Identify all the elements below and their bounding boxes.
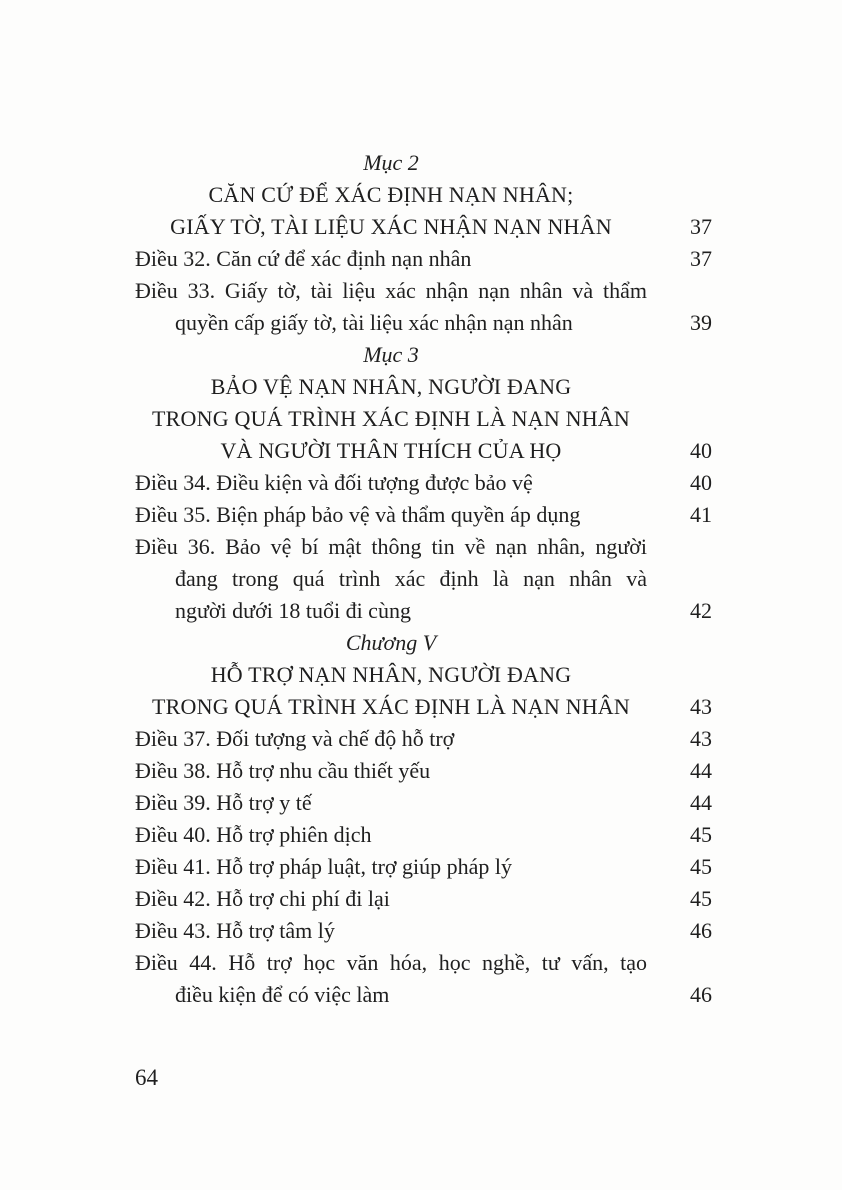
- toc-row-text: GIẤY TỜ, TÀI LIỆU XÁC NHẬN NẠN NHÂN: [170, 214, 612, 239]
- toc-row-text: VÀ NGƯỜI THÂN THÍCH CỦA HỌ: [220, 438, 562, 463]
- toc-row-page-number: 46: [690, 982, 712, 1007]
- toc-row: [135, 787, 712, 819]
- table-of-contents: [135, 147, 712, 1011]
- toc-row-page-number: 45: [690, 854, 712, 879]
- toc-row: [135, 435, 712, 467]
- toc-row-text: Điều 33. Giấy tờ, tài liệu xác nhận nạn nhân và thẩm: [135, 278, 647, 303]
- toc-row-text: điều kiện để có việc làm: [175, 982, 390, 1007]
- toc-row-page-number: 43: [690, 726, 712, 751]
- toc-row-page-number: 37: [690, 214, 712, 239]
- toc-row-text: Điều 36. Bảo vệ bí mật thông tin về nạn nhân, người: [135, 534, 647, 559]
- toc-row: [135, 851, 712, 883]
- toc-row-text: Mục 3: [363, 342, 419, 367]
- toc-row: [135, 627, 712, 659]
- toc-row-page-number: 40: [690, 438, 712, 463]
- toc-row: [135, 531, 712, 563]
- footer-page-number: 64: [135, 1065, 158, 1090]
- toc-row-text: Điều 41. Hỗ trợ pháp luật, trợ giúp pháp lý: [135, 854, 513, 879]
- toc-row: [135, 723, 712, 755]
- toc-row: [135, 915, 712, 947]
- toc-row-page-number: 44: [690, 758, 712, 783]
- toc-row: [135, 211, 712, 243]
- toc-row: [135, 371, 712, 403]
- toc-row: [135, 339, 712, 371]
- toc-row-page-number: 44: [690, 790, 712, 815]
- toc-row-text: Chương V: [345, 630, 437, 655]
- toc-row-text: Điều 34. Điều kiện và đối tượng được bảo vệ: [135, 470, 533, 495]
- toc-row-page-number: 45: [690, 822, 712, 847]
- toc-row-text: đang trong quá trình xác định là nạn nhân và: [175, 566, 647, 591]
- toc-row-page-number: 40: [690, 470, 712, 495]
- toc-row: [135, 499, 712, 531]
- toc-row-text: TRONG QUÁ TRÌNH XÁC ĐỊNH LÀ NẠN NHÂN: [152, 694, 630, 719]
- toc-row-text: Điều 39. Hỗ trợ y tế: [135, 790, 312, 815]
- toc-row: [135, 243, 712, 275]
- toc-row-page-number: 39: [690, 310, 712, 335]
- toc-row-text: Mục 2: [363, 150, 419, 175]
- toc-row-text: Điều 40. Hỗ trợ phiên dịch: [135, 822, 372, 847]
- toc-row-text: Điều 44. Hỗ trợ học văn hóa, học nghề, tư vấn, tạo: [135, 950, 647, 975]
- toc-row: [135, 659, 712, 691]
- toc-row: [135, 403, 712, 435]
- toc-row: [135, 147, 712, 179]
- toc-row-text: CĂN CỨ ĐỂ XÁC ĐỊNH NẠN NHÂN;: [208, 182, 574, 207]
- toc-row: [135, 275, 712, 307]
- toc-row-text: người dưới 18 tuổi đi cùng: [175, 598, 411, 623]
- toc-row-text: TRONG QUÁ TRÌNH XÁC ĐỊNH LÀ NẠN NHÂN: [152, 406, 630, 431]
- toc-row: [135, 755, 712, 787]
- toc-row-page-number: 45: [690, 886, 712, 911]
- toc-row: [135, 819, 712, 851]
- toc-row-page-number: 46: [690, 918, 712, 943]
- toc-row-text: Điều 32. Căn cứ để xác định nạn nhân: [135, 246, 472, 271]
- toc-row-text: BẢO VỆ NẠN NHÂN, NGƯỜI ĐANG: [210, 374, 572, 399]
- toc-row-page-number: 42: [690, 598, 712, 623]
- toc-row-text: quyền cấp giấy tờ, tài liệu xác nhận nạn nhân: [175, 310, 573, 335]
- toc-row: [135, 563, 712, 595]
- toc-row-text: Điều 38. Hỗ trợ nhu cầu thiết yếu: [135, 758, 431, 783]
- toc-row: [135, 883, 712, 915]
- toc-row-page-number: 41: [690, 502, 712, 527]
- toc-row-text: Điều 35. Biện pháp bảo vệ và thẩm quyền áp dụng: [135, 502, 581, 527]
- toc-row-page-number: 43: [690, 694, 712, 719]
- toc-row-page-number: 37: [690, 246, 712, 271]
- toc-row: [135, 691, 712, 723]
- toc-row: [135, 467, 712, 499]
- toc-row-text: Điều 43. Hỗ trợ tâm lý: [135, 918, 335, 943]
- toc-row: [135, 179, 712, 211]
- toc-row-text: Điều 37. Đối tượng và chế độ hỗ trợ: [135, 726, 455, 751]
- toc-row-text: HỖ TRỢ NẠN NHÂN, NGƯỜI ĐANG: [210, 662, 572, 687]
- toc-row: [135, 307, 712, 339]
- toc-row: [135, 595, 712, 627]
- toc-row: [135, 947, 712, 979]
- toc-row: [135, 979, 712, 1011]
- toc-row-text: Điều 42. Hỗ trợ chi phí đi lại: [135, 886, 390, 911]
